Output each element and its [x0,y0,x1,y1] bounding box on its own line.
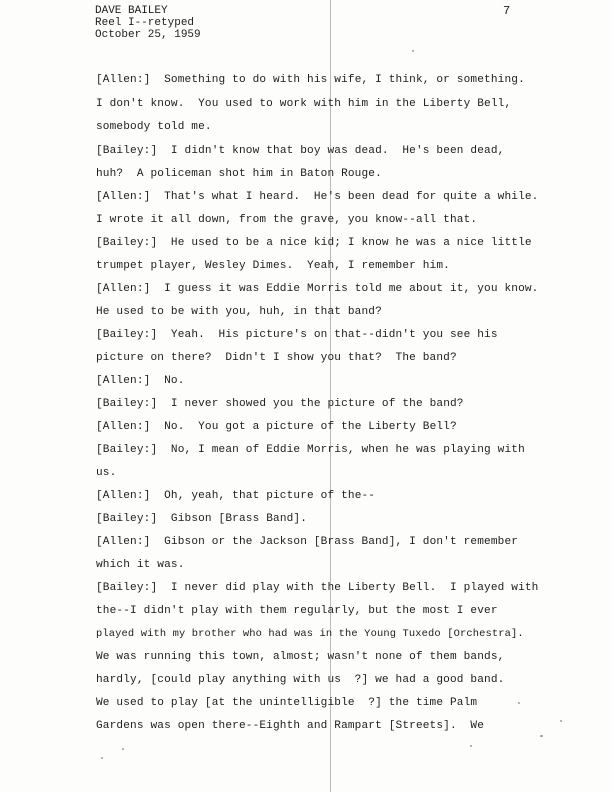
transcript-line [96,420,457,434]
line-text: That's what I heard. He's been dead for quite a while. [150,191,539,203]
scan-speck [470,745,472,747]
transcript-line [96,236,532,250]
transcript-line [96,120,212,134]
line-text: played with my brother who had was in the Young Tuxedo [Orchestra]. [96,628,524,640]
transcript-line [96,213,477,227]
scan-speck [518,702,520,704]
transcript-line [96,351,457,365]
transcript-line [96,397,464,411]
line-text: Gardens was open there--Eighth and Rampart [Streets]. We [96,720,485,732]
header-name: DAVE BAILEY [95,5,168,17]
scan-speck [101,757,103,759]
speaker-label: [Bailey:] [96,145,158,157]
line-text: us. [96,467,117,479]
line-text: Something to do with his wife, I think, or something. [150,74,525,86]
line-text: Gibson [Brass Band]. [157,513,308,525]
speaker-label: [Allen:] [96,191,151,203]
scan-speck [122,748,124,750]
line-text: No. [150,375,185,387]
transcript-line [96,466,116,480]
line-text: No, I mean of Eddie Morris, when he was playing with [157,444,525,456]
line-text: I wrote it all down, from the grave, you know--all that. [96,214,478,226]
speaker-label: [Allen:] [96,490,151,502]
speaker-label: [Allen:] [96,536,151,548]
transcript-line [96,627,524,641]
line-text: I never did play with the Liberty Bell. I played with [157,582,539,594]
page-number: 7 [503,4,511,18]
transcript-line [96,696,477,710]
transcript-line [96,97,511,111]
speaker-label: [Bailey:] [96,513,158,525]
transcript-line [96,512,307,526]
line-text: which it was. [96,559,185,571]
speaker-label: [Bailey:] [96,582,158,594]
transcript-line [96,144,504,158]
line-text: I never showed you the picture of the band? [157,398,464,410]
line-text: He used to be a nice kid; I know he was a nice little [157,237,532,249]
header-date: October 25, 1959 [95,29,201,41]
transcript-line [96,650,504,664]
line-text: trumpet player, Wesley Dimes. Yeah, I remember him. [96,260,450,272]
line-text: I don't know. You used to work with him in the Liberty Bell, [96,98,512,110]
transcript-line [96,604,498,618]
transcript-line [96,374,185,388]
scan-speck [540,735,543,737]
transcript-line [96,259,450,273]
speaker-label: [Bailey:] [96,444,158,456]
line-text: Yeah. His picture's on that--didn't you see his [157,329,498,341]
header-reel: Reel I--retyped [95,17,195,29]
line-text: I didn't know that boy was dead. He's been dead, [157,145,505,157]
speaker-label: [Allen:] [96,375,151,387]
transcript-line [96,167,382,181]
transcript-line [96,328,498,342]
line-text: He used to be with you, huh, in that band? [96,306,382,318]
transcript-line [96,489,375,503]
scan-speck [412,50,414,52]
transcript-line [96,190,539,204]
line-text: We was running this town, almost; wasn't none of them bands, [96,651,505,663]
line-text: We used to play [at the unintelligible ?] the time Palm [96,697,478,709]
line-text: I guess it was Eddie Morris told me about it, you know. [150,283,539,295]
scan-speck [560,720,562,722]
line-text: picture on there? Didn't I show you that? The band? [96,352,457,364]
transcript-line [96,73,525,87]
transcript-line [96,305,382,319]
speaker-label: [Bailey:] [96,237,158,249]
transcript-line [96,558,185,572]
line-text: Oh, yeah, that picture of the-- [150,490,376,502]
line-text: huh? A policeman shot him in Baton Rouge. [96,168,382,180]
transcript-line [96,535,518,549]
transcript-line [96,581,539,595]
speaker-label: [Bailey:] [96,398,158,410]
transcript-line [96,282,539,296]
line-text: somebody told me. [96,121,212,133]
line-text: the--I didn't play with them regularly, but the most I ever [96,605,498,617]
speaker-label: [Allen:] [96,421,151,433]
transcript-line [96,719,484,733]
transcript-line [96,443,525,457]
transcript-line [96,673,504,687]
line-text: No. You got a picture of the Liberty Bell? [150,421,457,433]
speaker-label: [Allen:] [96,74,151,86]
speaker-label: [Bailey:] [96,329,158,341]
line-text: hardly, [could play anything with us ?] we had a good band. [96,674,505,686]
speaker-label: [Allen:] [96,283,151,295]
line-text: Gibson or the Jackson [Brass Band], I don't remember [150,536,519,548]
